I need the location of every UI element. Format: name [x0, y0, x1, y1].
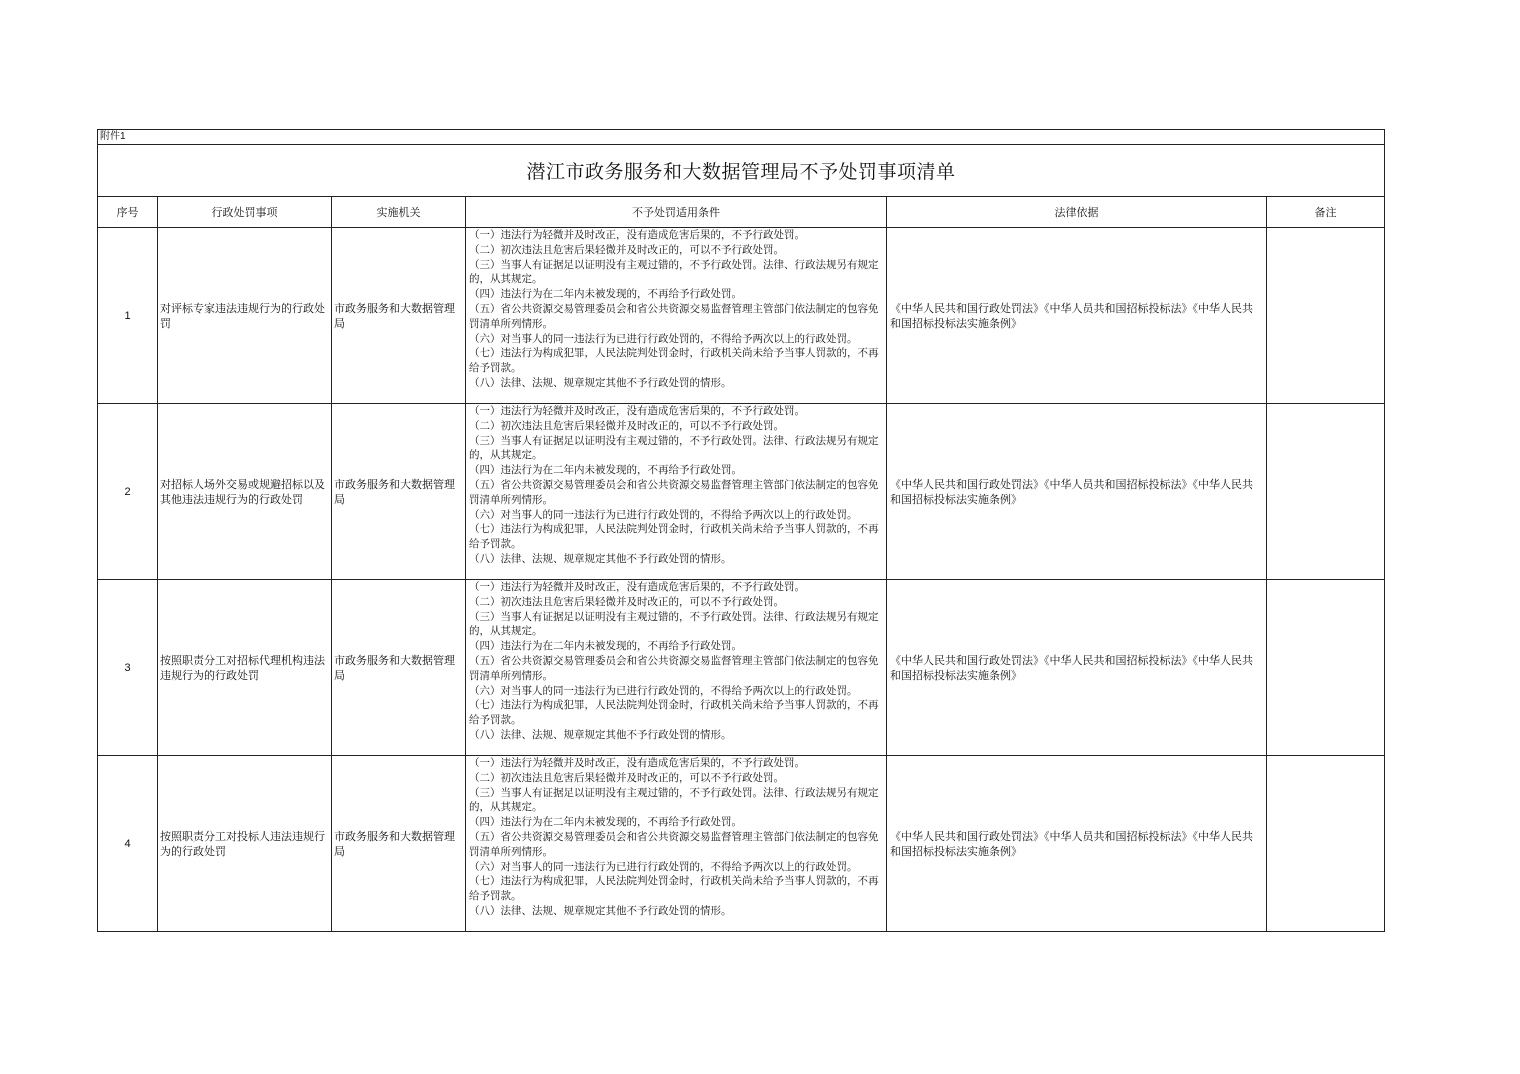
condition-line: （五）省公共资源交易管理委员会和省公共资源交易监督管理主管部门依法制定的包容免罚清单所列情形。	[469, 478, 879, 506]
condition-line: （四）违法行为在二年内未被发现的，不再给予行政处罚。	[469, 816, 742, 829]
condition-line: （七）违法行为构成犯罪，人民法院判处罚金时，行政机关尚未给予当事人罚款的，不再给予罚款。	[469, 699, 879, 727]
cell-item: 对招标人场外交易或规避招标以及其他违法违规行为的行政处罚	[158, 404, 332, 580]
table-row	[98, 756, 1385, 932]
condition-line: （八）法律、法规、规章规定其他不予行政处罚的情形。	[469, 376, 732, 389]
condition-line: （五）省公共资源交易管理委员会和省公共资源交易监督管理主管部门依法制定的包容免罚清单所列情形。	[469, 302, 879, 330]
cell-no: 4	[98, 756, 158, 932]
cell-remark	[1267, 756, 1385, 932]
cell-item: 对评标专家违法违规行为的行政处罚	[158, 228, 332, 404]
cell-law: 《中华人民共和国行政处罚法》《中华人员共和国招标投标法》《中华人民共和国招标投标法实施条例》	[887, 228, 1267, 404]
table-row	[98, 580, 1385, 756]
header-remark: 备注	[1267, 197, 1385, 228]
cell-remark	[1267, 228, 1385, 404]
header-no: 序号	[98, 197, 158, 228]
condition-line: （六）对当事人的同一违法行为已进行行政处罚的，不得给予两次以上的行政处罚。	[469, 684, 858, 697]
table-row	[98, 404, 1385, 580]
cell-law: 《中华人民共和国行政处罚法》《中华人民共和国招标投标法》《中华人民共和国招标投标法实施条例》	[887, 580, 1267, 756]
condition-line: （二）初次违法且危害后果轻微并及时改正的，可以不予行政处罚。	[469, 419, 784, 432]
condition-line: （六）对当事人的同一违法行为已进行行政处罚的，不得给予两次以上的行政处罚。	[469, 860, 858, 873]
condition-line: （六）对当事人的同一违法行为已进行行政处罚的，不得给予两次以上的行政处罚。	[469, 332, 858, 345]
cell-law: 《中华人民共和国行政处罚法》《中华人员共和国招标投标法》《中华人民共和国招标投标法实施条例》	[887, 404, 1267, 580]
cell-org: 市政务服务和大数据管理局	[332, 756, 466, 932]
condition-line: （七）违法行为构成犯罪，人民法院判处罚金时，行政机关尚未给予当事人罚款的，不再给予罚款。	[469, 523, 879, 551]
cell-org: 市政务服务和大数据管理局	[332, 404, 466, 580]
condition-line: （三）当事人有证据足以证明没有主观过错的，不予行政处罚。法律、行政法规另有规定的，从其规定。	[469, 258, 879, 286]
condition-line: （三）当事人有证据足以证明没有主观过错的，不予行政处罚。法律、行政法规另有规定的，从其规定。	[469, 434, 879, 462]
cell-org: 市政务服务和大数据管理局	[332, 228, 466, 404]
condition-line: （一）违法行为轻微并及时改正，没有造成危害后果的，不予行政处罚。	[469, 405, 805, 417]
condition-line: （五）省公共资源交易管理委员会和省公共资源交易监督管理主管部门依法制定的包容免罚清单所列情形。	[469, 830, 879, 858]
cell-conditions	[466, 228, 887, 404]
condition-line: （八）法律、法规、规章规定其他不予行政处罚的情形。	[469, 728, 732, 741]
condition-line: （一）违法行为轻微并及时改正，没有造成危害后果的，不予行政处罚。	[469, 757, 805, 769]
header-org: 实施机关	[332, 197, 466, 228]
cell-no: 2	[98, 404, 158, 580]
cell-conditions	[466, 404, 887, 580]
attachment-label: 附件1	[98, 130, 1385, 145]
cell-remark	[1267, 580, 1385, 756]
cell-conditions	[466, 756, 887, 932]
table-row	[98, 228, 1385, 404]
condition-line: （一）违法行为轻微并及时改正，没有造成危害后果的，不予行政处罚。	[469, 229, 805, 241]
condition-line: （二）初次违法且危害后果轻微并及时改正的，可以不予行政处罚。	[469, 243, 784, 256]
condition-line: （五）省公共资源交易管理委员会和省公共资源交易监督管理主管部门依法制定的包容免罚清单所列情形。	[469, 654, 879, 682]
page-title: 潜江市政务服务和大数据管理局不予处罚事项清单	[98, 145, 1385, 197]
penalty-exemption-table	[97, 129, 1385, 932]
condition-line: （二）初次违法且危害后果轻微并及时改正的，可以不予行政处罚。	[469, 595, 784, 608]
cell-remark	[1267, 404, 1385, 580]
header-item: 行政处罚事项	[158, 197, 332, 228]
condition-line: （四）违法行为在二年内未被发现的，不再给予行政处罚。	[469, 288, 742, 301]
header-law: 法律依据	[887, 197, 1267, 228]
condition-line: （三）当事人有证据足以证明没有主观过错的，不予行政处罚。法律、行政法规另有规定的，从其规定。	[469, 610, 879, 638]
condition-line: （四）违法行为在二年内未被发现的，不再给予行政处罚。	[469, 640, 742, 653]
header-row	[98, 197, 1385, 228]
condition-line: （七）违法行为构成犯罪，人民法院判处罚金时，行政机关尚未给予当事人罚款的，不再给予罚款。	[469, 347, 879, 375]
condition-line: （八）法律、法规、规章规定其他不予行政处罚的情形。	[469, 904, 732, 917]
cell-law: 《中华人民共和国行政处罚法》《中华人员共和国招标投标法》《中华人民共和国招标投标法实施条例》	[887, 756, 1267, 932]
cell-item: 按照职责分工对招标代理机构违法违规行为的行政处罚	[158, 580, 332, 756]
condition-line: （三）当事人有证据足以证明没有主观过错的，不予行政处罚。法律、行政法规另有规定的，从其规定。	[469, 786, 879, 814]
cell-no: 3	[98, 580, 158, 756]
condition-line: （二）初次违法且危害后果轻微并及时改正的，可以不予行政处罚。	[469, 771, 784, 784]
cell-org: 市政务服务和大数据管理局	[332, 580, 466, 756]
cell-item: 按照职责分工对投标人违法违规行为的行政处罚	[158, 756, 332, 932]
condition-line: （七）违法行为构成犯罪，人民法院判处罚金时，行政机关尚未给予当事人罚款的，不再给予罚款。	[469, 875, 879, 903]
condition-line: （六）对当事人的同一违法行为已进行行政处罚的，不得给予两次以上的行政处罚。	[469, 508, 858, 521]
condition-line: （四）违法行为在二年内未被发现的，不再给予行政处罚。	[469, 464, 742, 477]
cell-no: 1	[98, 228, 158, 404]
header-conditions: 不予处罚适用条件	[466, 197, 887, 228]
cell-conditions	[466, 580, 887, 756]
condition-line: （八）法律、法规、规章规定其他不予行政处罚的情形。	[469, 552, 732, 565]
condition-line: （一）违法行为轻微并及时改正，没有造成危害后果的，不予行政处罚。	[469, 581, 805, 593]
